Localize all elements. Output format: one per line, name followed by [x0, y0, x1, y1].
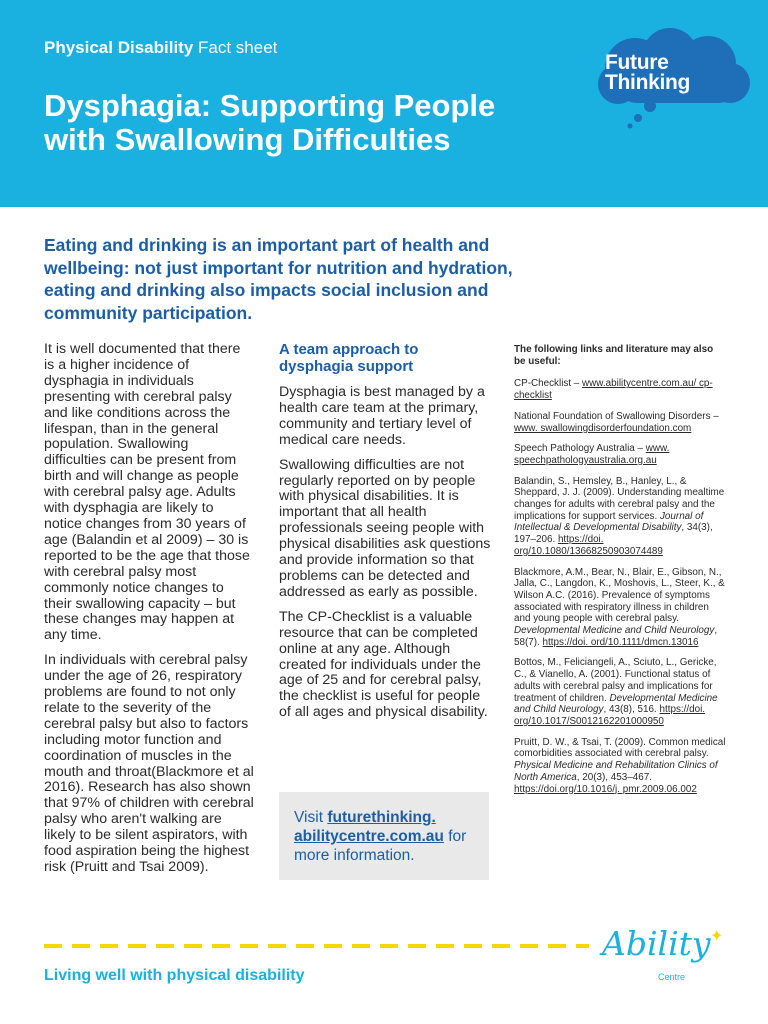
section-heading: A team approach to dysphagia support [279, 341, 419, 375]
ability-centre-logo [600, 924, 730, 994]
brand-wordmark: Ability [602, 924, 711, 963]
reference-item: CP-Checklist – www.abilitycentre.com.au/ cp-checklist [514, 378, 713, 402]
dashed-divider [44, 944, 589, 948]
reference-item: Balandin, S., Hemsley, B., Hanley, L., & Sheppard, J. J. (2009). Understanding mealtime changes for adults with cerebral palsy and the implications for support services. Journal of Intellectual & Developmental Disability, 34(3), 197–206. https://doi. org/10.1080/13668250903074489 [514, 475, 725, 557]
reference-item: Blackmore, A.M., Bear, N., Blair, E., Gibson, N., Jalla, C., Langdon, K., Moshovis, L., Steer, K., & Wilson A.C. (2016). Prevalence of symptoms associated with respiratory illness in children and young people with cerebral palsy. Developmental Medicine and Child Neurology, 58(7). https://doi. ord/10.1111/dmcn.13016 [514, 566, 725, 648]
reference-item: National Foundation of Swallowing Disorders – www. swallowingdisorderfoundation.com [514, 410, 719, 434]
column-intro [44, 342, 254, 885]
lead-paragraph: Eating and drinking is an important part of health and wellbeing: not just important for nutrition and hydration, eating and drinking also impacts social inclusion and community participation. [44, 235, 513, 323]
column-team-approach [279, 342, 493, 730]
logo-wordmark: Future Thinking [605, 51, 691, 94]
body-paragraph: Swallowing difficulties are not regularly reported on by people with physical disabilities. It is important that all health professionals seeing people with physical disabilities ask questions and provide information so that problems can be detected and addressed as early as possible. [279, 456, 491, 600]
footer-tagline: Living well with physical disability [44, 967, 305, 984]
body-paragraph: In individuals with cerebral palsy under the age of 26, respiratory problems are found to not only relate to the severity of the cerebral palsy but also to factors including motor function and coordination of muscles in the mouth and throat(Blackmore et al 2016). Research has also shown that 97% of children with cerebral palsy who aren't walking are likely to be silent aspirators, with food aspiration being the highest risk (Pruitt and Tsai 2009). [44, 652, 254, 875]
future-thinking-logo [590, 28, 760, 132]
reference-link[interactable]: https://doi. ord/10.1111/dmcn.13016 [542, 636, 699, 648]
body-paragraph: Dysphagia is best managed by a health care team at the primary, community and tertiary level of medical care needs. [279, 384, 485, 448]
website-link[interactable]: futurethinking. abilitycentre.com.au [294, 809, 444, 845]
visit-callout: Visit futurethinking. abilitycentre.com.au for more information. [279, 792, 489, 880]
brand-subtitle: Centre [658, 972, 686, 982]
factsheet-kicker: Physical Disability Fact sheet [44, 38, 278, 57]
reference-item: Bottos, M., Feliciangeli, A., Sciuto, L., Gericke, C., & Vianello, A. (2001). Functional status of adults with cerebral palsy and implications for treatment of children. Developmental Medicine and Child Neurology, 43(8), 516. https://doi. org/10.1017/S0012162201000950 [514, 657, 718, 727]
reference-link[interactable]: www.abilitycentre.com.au/ cp-checklist [514, 378, 713, 402]
reference-link[interactable]: www. swallowingdisorderfoundation.com [514, 422, 692, 434]
page-title: Dysphagia: Supporting People with Swallowing Difficulties [44, 88, 496, 157]
reference-item: Speech Pathology Australia – www. speechpathologyaustralia.org.au [514, 443, 670, 466]
reference-link[interactable]: https://doi.org/10.1016/j. pmr.2009.06.002 [514, 783, 697, 795]
reference-link[interactable]: https://doi. org/10.1080/13668250903074489 [514, 534, 663, 557]
header-banner [0, 0, 768, 207]
reference-link[interactable]: https://doi. org/10.1017/S0012162201000950 [514, 704, 706, 727]
body-paragraph: It is well documented that there is a higher incidence of dysphagia in individuals presenting with cerebral palsy and like conditions across the lifespan, than in the general population. Swallowing difficulties can be present from birth and will change as people with cerebral palsy age. Adults with dysphagia are likely to notice changes from 30 years of age (Balandin et al 2009) – 30 is reported to be the age that those with cerebral palsy most commonly notice changes to their swallowing capacity – but these changes may happen at any time. [44, 341, 250, 644]
star-icon: ✦ [710, 928, 724, 945]
reference-item: Pruitt, D. W., & Tsai, T. (2009). Common medical comorbidities associated with cerebral palsy. Physical Medicine and Rehabilitation Clinics of North America, 20(3), 453–467. https://doi.org/10.1016/j. pmr.2009.06.002 [514, 736, 726, 795]
reference-link[interactable]: www. speechpathologyaustralia.org.au [514, 443, 670, 466]
body-paragraph: The CP-Checklist is a valuable resource that can be completed online at any age. Although created for individuals under the age of 25 and for cerebral palsy, the checklist is useful for people of all ages and physical disability. [279, 608, 488, 721]
references-heading: The following links and literature may also be useful: [514, 344, 714, 367]
references-column [514, 344, 726, 804]
